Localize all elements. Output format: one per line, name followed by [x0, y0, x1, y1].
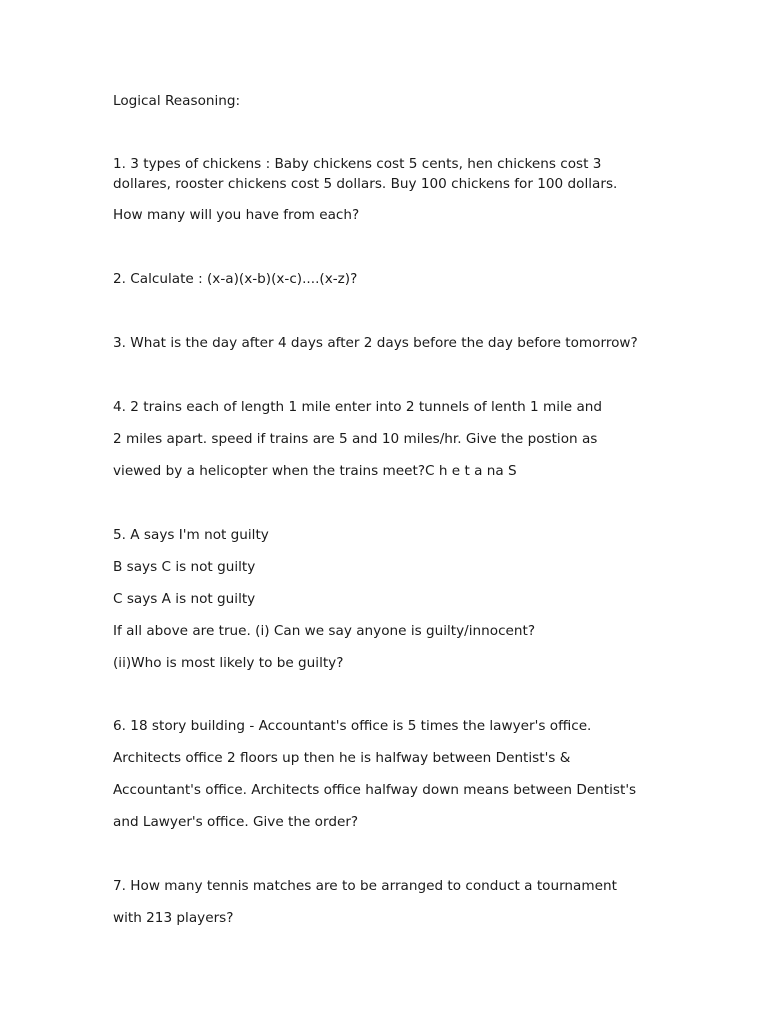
q5-line-4: If all above are true. (i) Can we say anyone is guilty/innocent? — [113, 623, 536, 639]
q2-line-1: 2. Calculate : (x-a)(x-b)(x-c)....(x-z)? — [113, 271, 358, 287]
q5-line-3: C says A is not guilty — [113, 591, 256, 607]
q6-line-1: 6. 18 story building - Accountant's office is 5 times the lawyer's office. — [113, 718, 592, 734]
document-title: Logical Reasoning: — [113, 93, 241, 109]
q4-line-2: 2 miles apart. speed if trains are 5 and 10 miles/hr. Give the postion as — [113, 431, 598, 447]
q6-line-3: Accountant's office. Architects office halfway down means between Dentist's — [113, 782, 637, 798]
q7-line-1: 7. How many tennis matches are to be arranged to conduct a tournament — [113, 878, 617, 894]
q4-line-3: viewed by a helicopter when the trains meet?C h e t a na S — [113, 463, 517, 479]
q6-line-2: Architects office 2 floors up then he is halfway between Dentist's & — [113, 750, 571, 766]
q6-line-4: and Lawyer's office. Give the order? — [113, 814, 359, 830]
q1-line-2: dollares, rooster chickens cost 5 dollars. Buy 100 chickens for 100 dollars. — [113, 176, 618, 192]
q4-line-1: 4. 2 trains each of length 1 mile enter into 2 tunnels of lenth 1 mile and — [113, 399, 603, 415]
q1-line-1: 1. 3 types of chickens : Baby chickens cost 5 cents, hen chickens cost 3 — [113, 156, 602, 172]
q5-line-1: 5. A says I'm not guilty — [113, 527, 269, 543]
q5-line-5: (ii)Who is most likely to be guilty? — [113, 655, 344, 671]
q1-line-3: How many will you have from each? — [113, 207, 360, 223]
q3-line-1: 3. What is the day after 4 days after 2 days before the day before tomorrow? — [113, 335, 638, 351]
q7-line-2: with 213 players? — [113, 910, 234, 926]
q5-line-2: B says C is not guilty — [113, 559, 256, 575]
